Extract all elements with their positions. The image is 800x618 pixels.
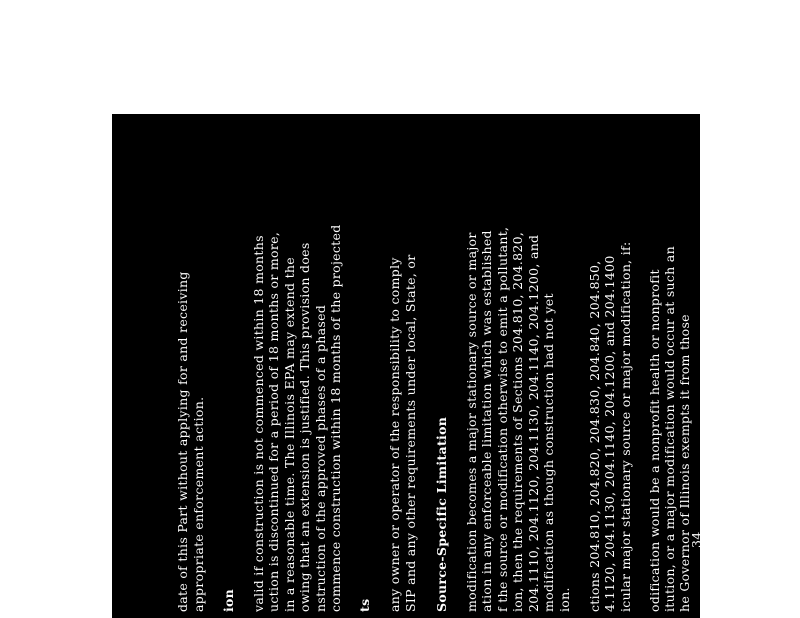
text-line: appropriate enforcement action. xyxy=(191,396,206,612)
section-heading: ion xyxy=(221,588,236,612)
text-line: any owner or operator of the responsibility to comply xyxy=(387,257,402,612)
scanned-page xyxy=(112,114,767,618)
text-line: ctions 204.810, 204.820, 204.830, 204.840, 204.850, xyxy=(587,260,602,612)
text-line: ion, then the requirements of Sections 204.810, 204.820, xyxy=(510,231,525,612)
text-line: ion. xyxy=(557,587,572,612)
text-line: f the source or modification otherwise to emit a pollutant, xyxy=(495,226,510,612)
text-line: he Governor of Illinois exempts it from those xyxy=(677,314,692,612)
page-number: 34 xyxy=(689,531,704,548)
text-line: icular major stationary source or major modification, if: xyxy=(618,241,633,612)
section-heading: ts xyxy=(357,598,372,612)
text-line: SIP and any other requirements under local, State, or xyxy=(403,254,418,612)
text-line: odification would be a major stationary source or major xyxy=(707,242,722,612)
text-line: valid if construction is not commenced within 18 months xyxy=(251,235,266,612)
text-line: y if fugitive emissions, to the extent quantifiable, are xyxy=(722,259,737,612)
text-line: modification becomes a major stationary source or major xyxy=(464,232,479,612)
text-line: ation in any enforceable limitation which was established xyxy=(479,230,494,612)
text-line: 4.1120, 204.1130, 204.1140, 204.1200, and 204.1400 xyxy=(602,255,617,612)
section-heading: Source-Specific Limitation xyxy=(434,416,449,612)
text-line: nstruction of the approved phases of a phased xyxy=(313,304,328,612)
text-line: l the source does not belong to any of the following xyxy=(752,270,767,612)
text-line: in a reasonable time. The Illinois EPA may extend the xyxy=(282,257,297,612)
text-line: date of this Part without applying for and receiving xyxy=(175,271,190,612)
rotated-document xyxy=(112,114,767,618)
text-line: odification would be a nonprofit health or nonprofit xyxy=(647,269,662,612)
text-line: lculating the potential to emit of the stationary source or xyxy=(737,232,752,612)
text-line: uction is discontinued for a period of 18 months or more, xyxy=(266,231,281,612)
text-line: itution, or a major modification would occur at such an xyxy=(662,246,677,612)
text-line: commence construction within 18 months of the projected xyxy=(328,224,343,612)
text-line: modification as though construction had not yet xyxy=(541,293,556,612)
text-line: owing that an extension is justified. This provision does xyxy=(297,242,312,612)
text-line: 204.1110, 204.1120, 204.1130, 204.1140, 204.1200, and xyxy=(526,234,541,612)
